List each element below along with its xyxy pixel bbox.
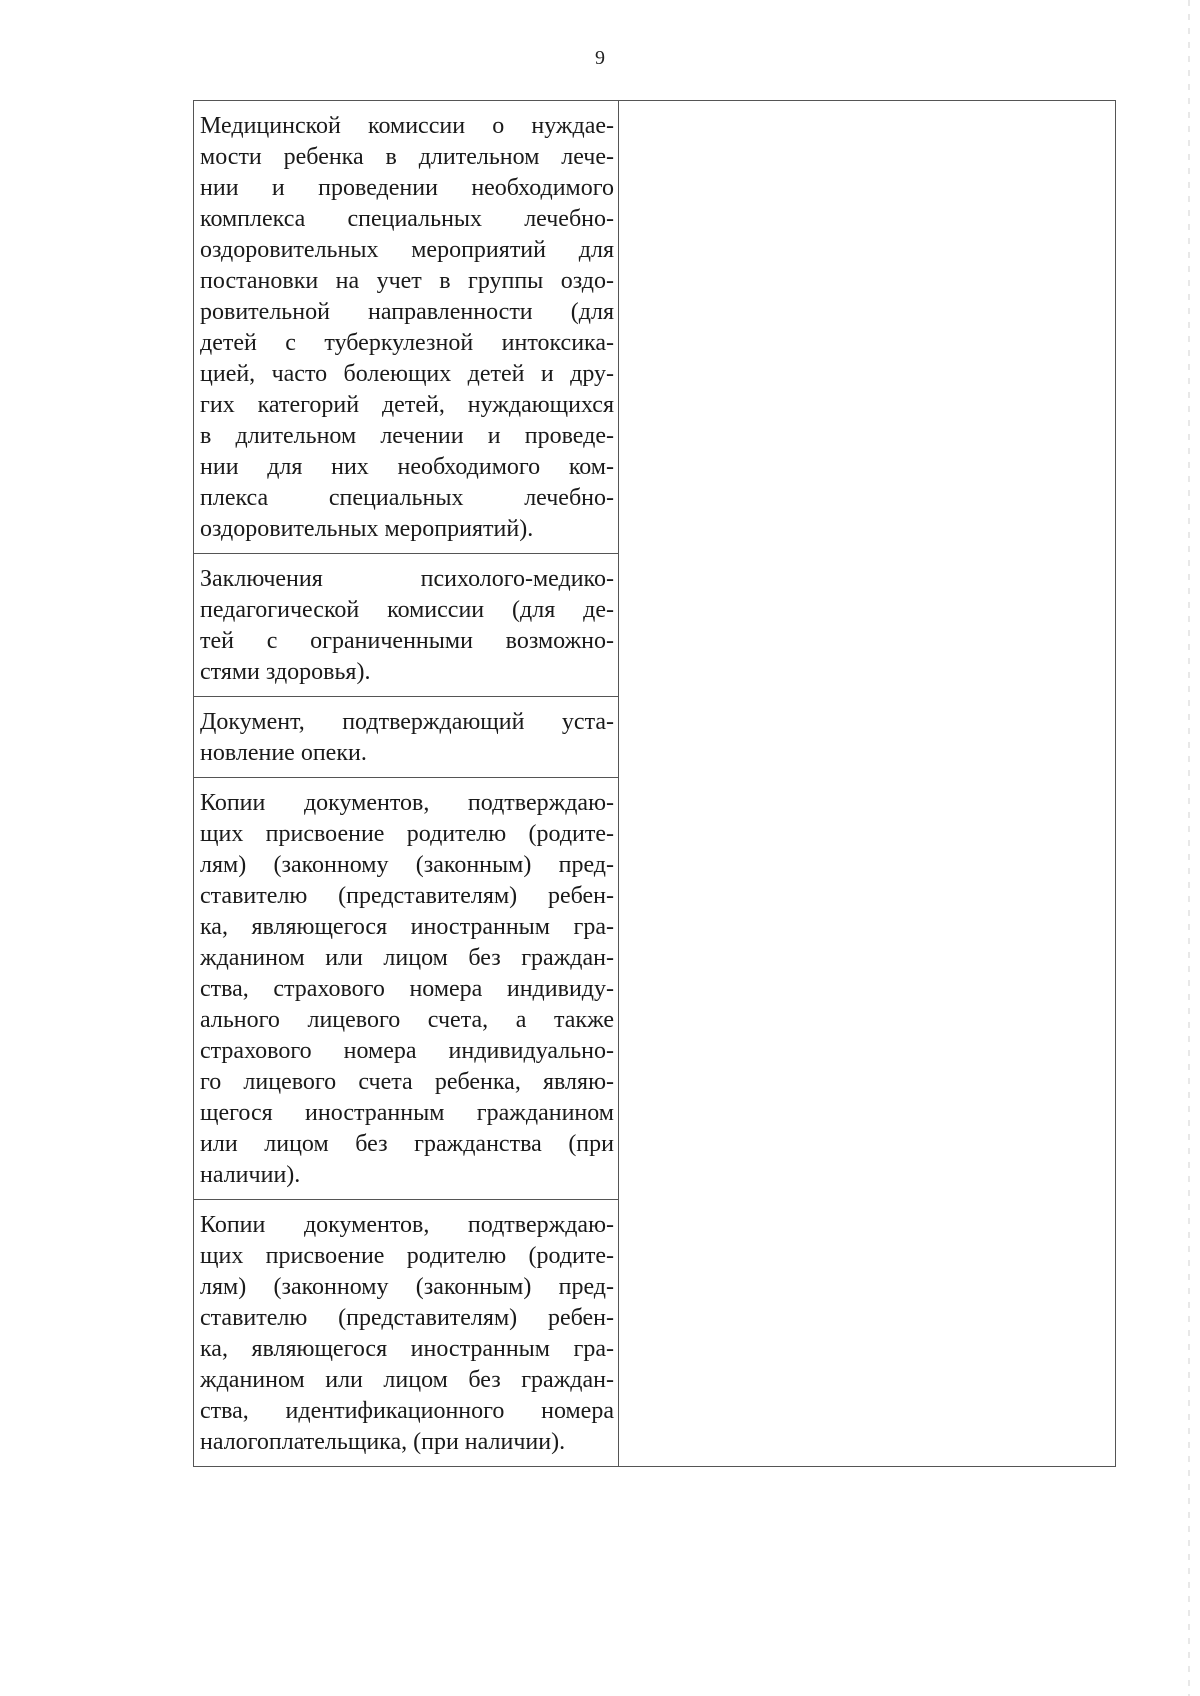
text-line: ставителю (представителям) ребен- (200, 883, 614, 909)
text-line: плекса специальных лечебно- (200, 485, 614, 511)
text-line: налогоплательщика, (при наличии). (200, 1429, 566, 1455)
text-line: гих категорий детей, нуждающихся (200, 392, 614, 418)
text-line: жданином или лицом без граждан- (200, 1367, 614, 1393)
text-line: детей с туберкулезной интоксика- (200, 330, 614, 356)
cell-text (194, 778, 618, 1199)
left-cell (194, 554, 619, 697)
text-line: Заключения психолого-медико- (200, 566, 614, 592)
table-row (194, 101, 1116, 554)
text-line: щих присвоение родителю (родите- (200, 821, 614, 847)
text-line: цией, часто болеющих детей и дру- (200, 361, 614, 387)
text-line: Документ, подтверждающий уста- (200, 709, 614, 735)
text-line: лям) (законному (законным) пред- (200, 852, 614, 878)
text-line: ства, идентификационного номера (200, 1398, 614, 1424)
text-line: стями здоровья). (200, 659, 371, 685)
cell-text (194, 554, 618, 696)
text-line: Медицинской комиссии о нуждае- (200, 113, 614, 139)
left-cell (194, 101, 619, 554)
text-line: комплекса специальных лечебно- (200, 206, 614, 232)
text-line: нии для них необходимого ком- (200, 454, 614, 480)
left-cell (194, 778, 619, 1200)
text-line: постановки на учет в группы оздо- (200, 268, 614, 294)
left-cell (194, 697, 619, 778)
text-line: ка, являющегося иностранным гра- (200, 1336, 614, 1362)
text-line: наличии). (200, 1162, 301, 1188)
text-line: щегося иностранным гражданином (200, 1100, 614, 1126)
cell-text (194, 697, 618, 777)
text-line: оздоровительных мероприятий для (200, 237, 614, 263)
cell-text (194, 101, 618, 553)
text-line: жданином или лицом без граждан- (200, 945, 614, 971)
text-line: ровительной направленности (для (200, 299, 614, 325)
text-line: нии и проведении необходимого (200, 175, 614, 201)
text-line: Копии документов, подтверждаю- (200, 1212, 614, 1238)
text-line: оздоровительных мероприятий). (200, 516, 534, 542)
text-line: страхового номера индивидуально- (200, 1038, 614, 1064)
text-line: или лицом без гражданства (при (200, 1131, 614, 1157)
scan-edge-artifact (1188, 0, 1190, 1696)
text-line: тей с ограниченными возможно- (200, 628, 614, 654)
text-line: ка, являющегося иностранным гра- (200, 914, 614, 940)
text-line: ального лицевого счета, а также (200, 1007, 614, 1033)
text-line: ства, страхового номера индивиду- (200, 976, 614, 1002)
text-line: ставителю (представителям) ребен- (200, 1305, 614, 1331)
text-line: новление опеки. (200, 740, 367, 766)
text-line: щих присвоение родителю (родите- (200, 1243, 614, 1269)
text-line: в длительном лечении и проведе- (200, 423, 614, 449)
text-line: лям) (законному (законным) пред- (200, 1274, 614, 1300)
page-number: 9 (595, 47, 605, 69)
cell-text (194, 1200, 618, 1466)
left-cell (194, 1200, 619, 1467)
text-line: педагогической комиссии (для де- (200, 597, 614, 623)
text-line: мости ребенка в длительном лече- (200, 144, 614, 170)
right-cell (619, 101, 1116, 1467)
document-table (193, 100, 1116, 1467)
text-line: го лицевого счета ребенка, являю- (200, 1069, 614, 1095)
text-line: Копии документов, подтверждаю- (200, 790, 614, 816)
